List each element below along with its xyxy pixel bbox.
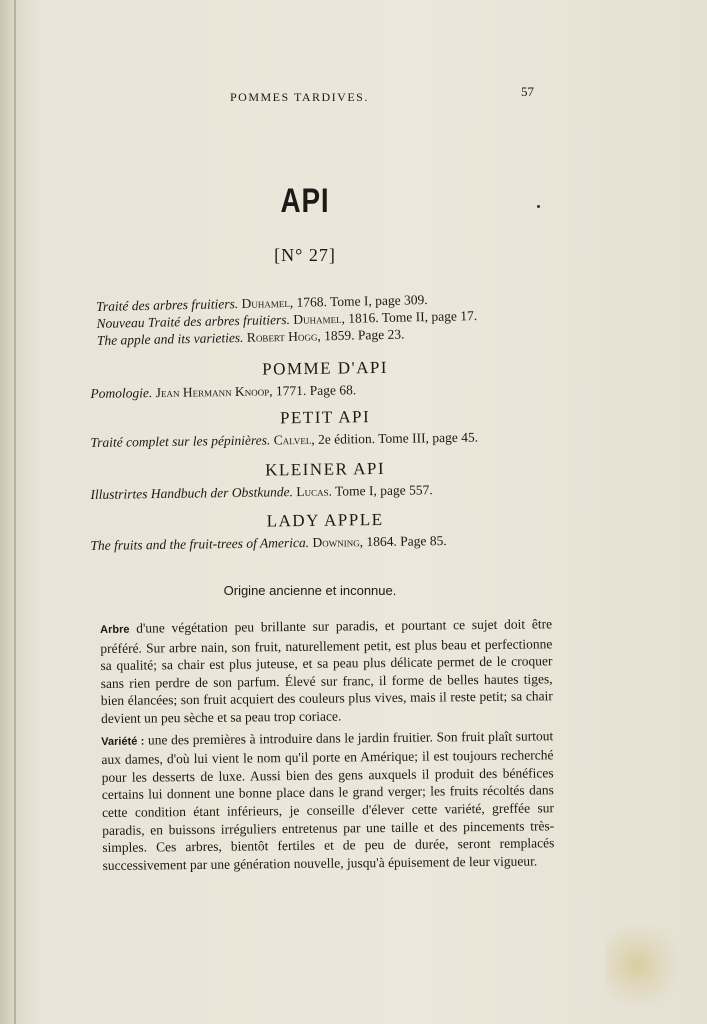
page-number: 57: [521, 84, 534, 99]
paragraph-lead: Variété :: [101, 735, 145, 748]
synonym-heading: POMME D'API: [262, 357, 389, 379]
reference-line: Nouveau Traité des arbres fruitiers. Duhamel, 1816. Tome II, page 17.: [96, 308, 478, 331]
ink-speck: [537, 205, 540, 208]
reference-line: The apple and its varieties. Robert Hogg, 1859. Page 23.: [96, 326, 405, 348]
synonym-reference: Traité complet sur les pépinières. Calvel, 2e édition. Tome III, page 45.: [90, 429, 479, 450]
paragraph: Variété : une des premières à introduire dans le jardin fruitier. Son fruit plaît surtout aux dames, d'où lui vient le nom qu'il porte en Amérique; il est toujours recherché pour les desserts de luxe. Aussi bien des gens auxquels il produit des bénéfices certains lui donnent une bonne place dans le grand verger; les fruits récoltés dans cette condition étant inférieurs, je conseille d'élever cette variété, greffée sur paradis, en buissons irréguliers entretenus par une taille et des pincements très-simples. Ces arbres, bientôt fertiles et de peu de durée, seront remplacés successivement par une génération nouvelle, jusqu'à épuisement de leur vigueur.: [101, 727, 555, 873]
paragraph: Arbre d'une végétation peu brillante sur paradis, et pourtant ce sujet doit être préféré. Sur arbre nain, son fruit, naturellement petit, est plus beau et perfectionne sa qualité; sa chair est plus juteuse, et sa peau plus délicate permet de le croquer sans rien perdre de son parfum. Élevé sur franc, il forme de belles hautes tiges, bien élancées; son fruit acquiert des couleurs plus vives, mais il reste petit; sa chair devient un peu sèche et sa peau trop coriace.: [100, 616, 553, 726]
reference-list: [96, 288, 557, 349]
synonym-block: [90, 456, 561, 504]
watermark-stain: [605, 925, 685, 1005]
synonym-reference: Illustrirtes Handbuch der Obstkunde. Lucas. Tome I, page 557.: [90, 482, 433, 502]
origin-heading: Origine ancienne et inconnue.: [223, 583, 397, 598]
synonym-heading: PETIT API: [279, 407, 371, 428]
description-text: [100, 615, 555, 878]
page-gutter: [14, 0, 16, 1024]
synonym-reference: Pomologie. Jean Hermann Knoop, 1771. Page 68.: [90, 382, 357, 401]
synonym-reference: The fruits and the fruit-trees of America. Downing, 1864. Page 85.: [90, 533, 447, 553]
synonym-heading: KLEINER API: [265, 458, 386, 480]
synonym-block: [90, 507, 561, 555]
entry-title: API: [280, 182, 330, 220]
running-title: POMMES TARDIVES.: [230, 90, 369, 104]
paragraph-lead: Arbre: [100, 623, 130, 636]
synonym-block: [90, 404, 561, 452]
synonym-heading: LADY APPLE: [266, 509, 384, 531]
reference-line: Traité des arbres fruitiers. Duhamel, 1768. Tome I, page 309.: [96, 292, 428, 314]
synonym-block: [90, 355, 561, 403]
entry-number: [N° 27]: [274, 245, 336, 265]
